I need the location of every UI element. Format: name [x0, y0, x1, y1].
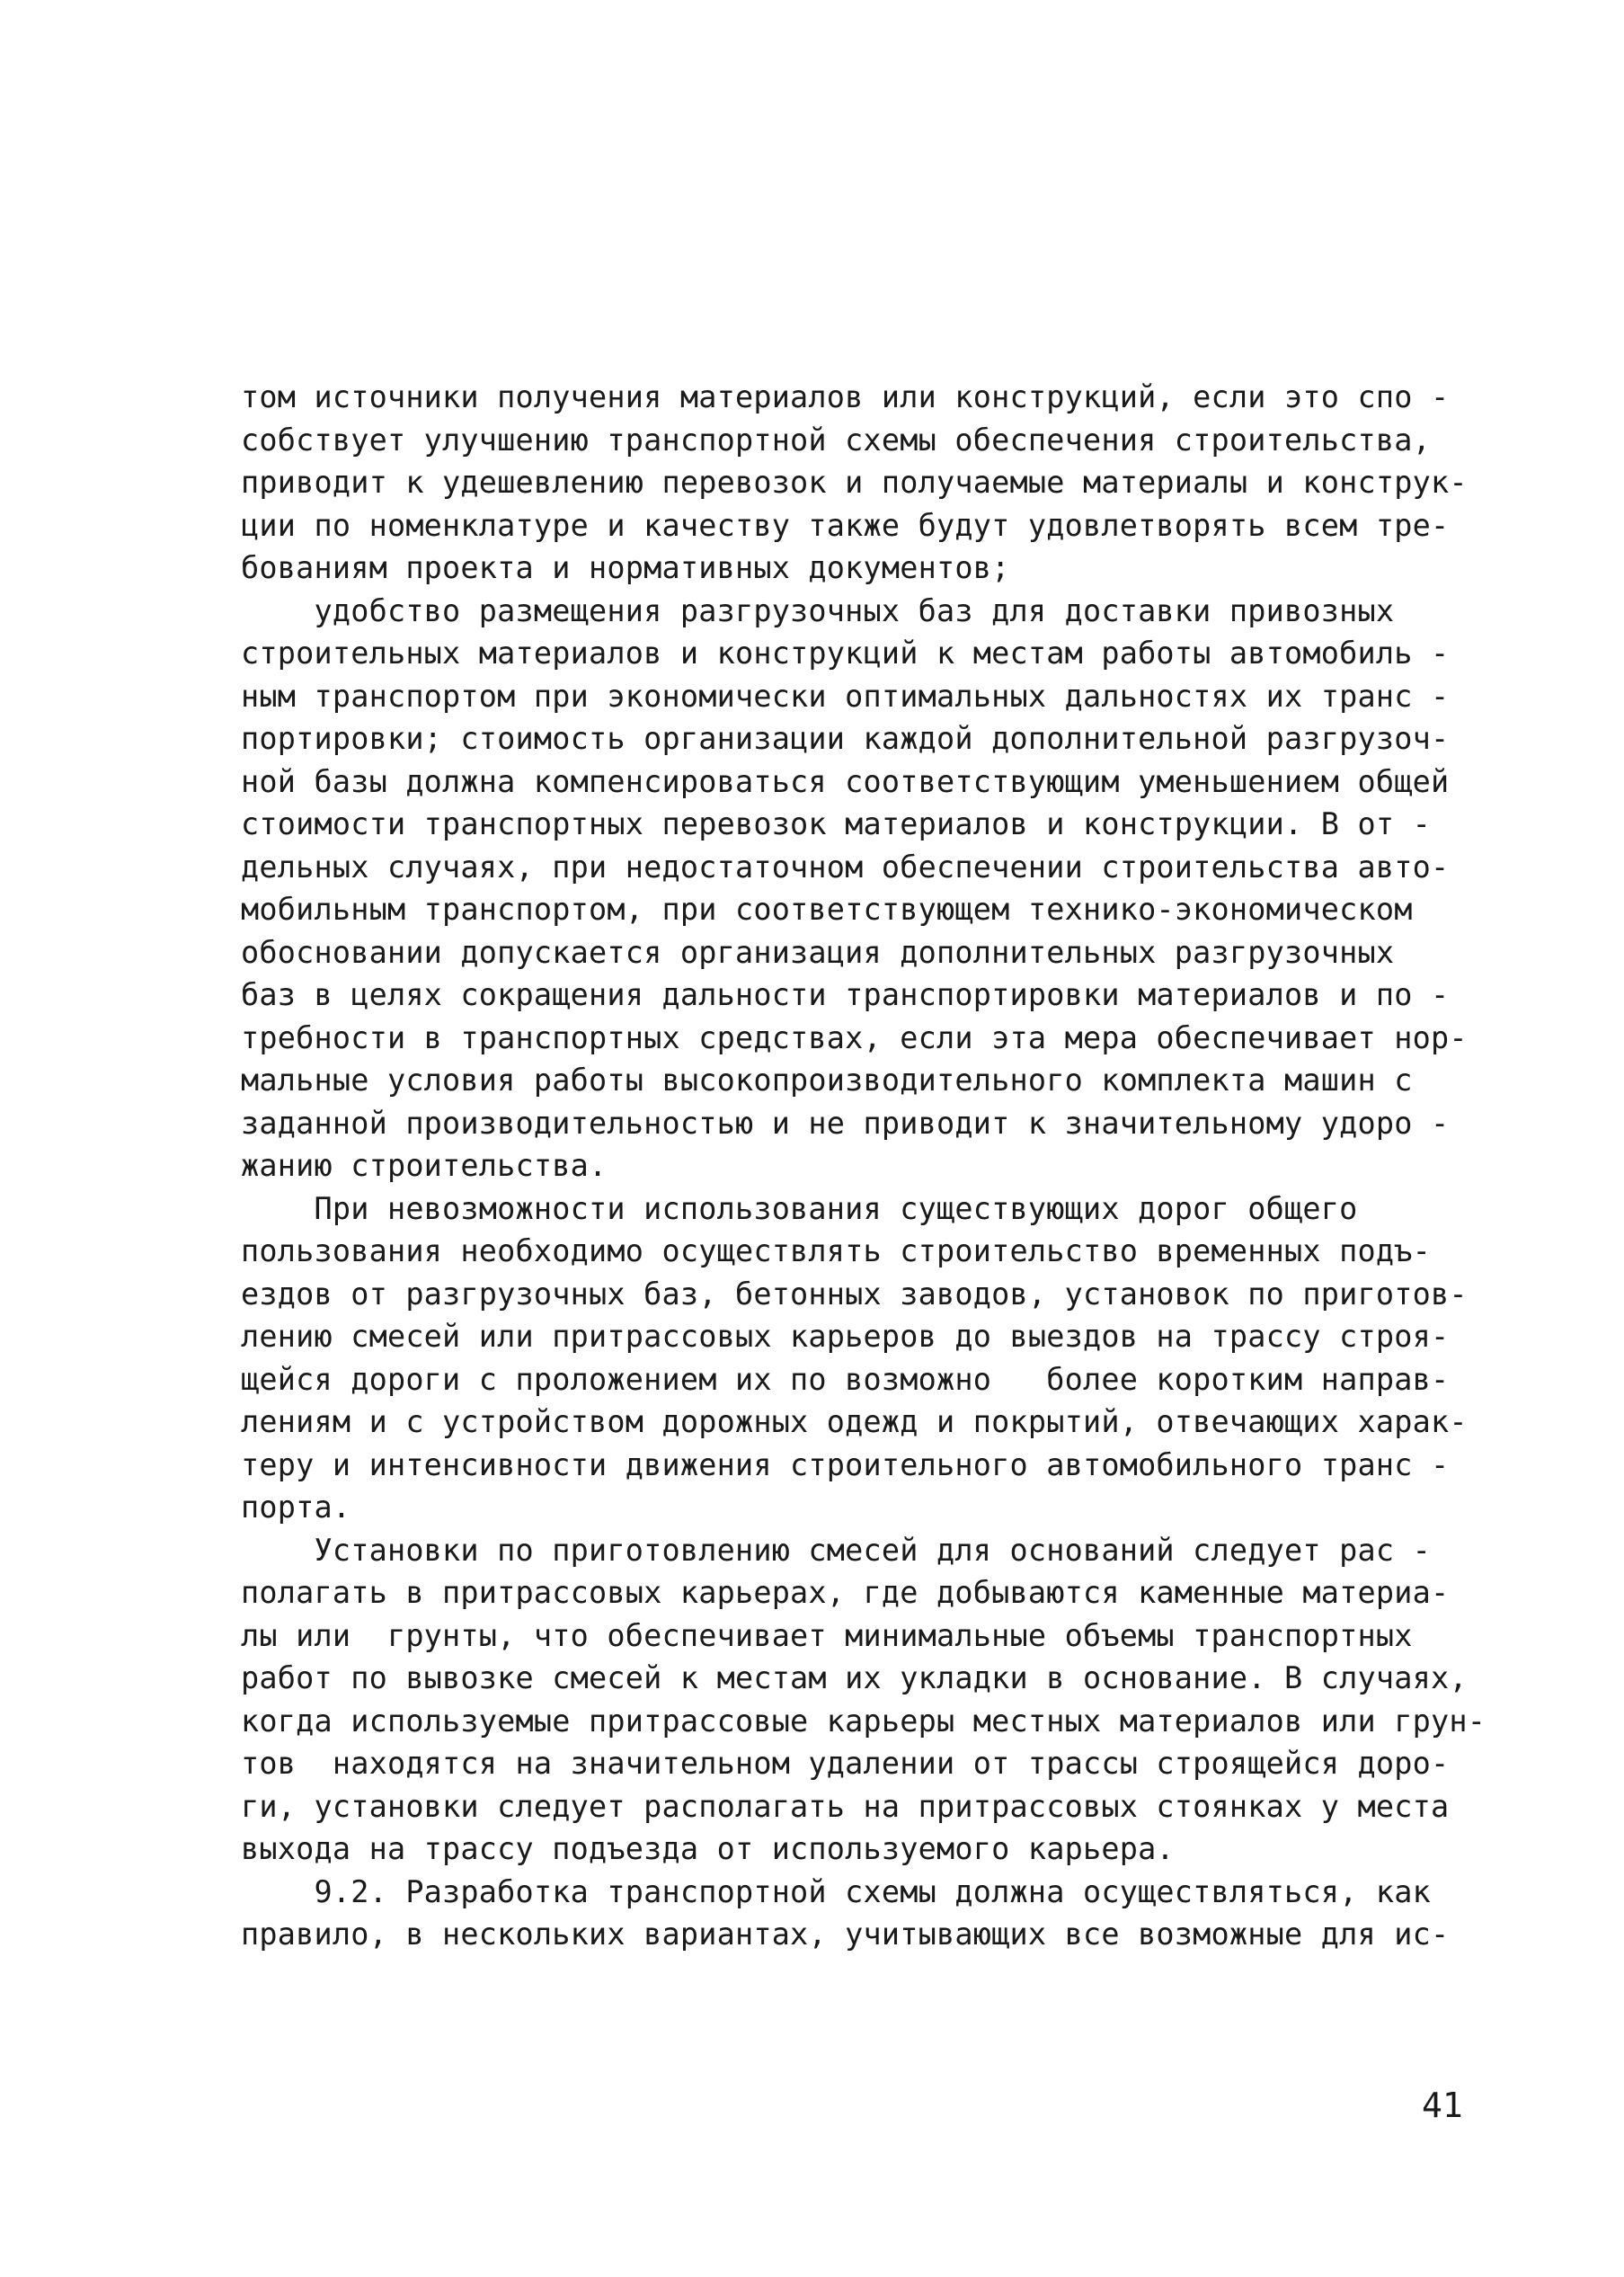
text-line: когда используемые притрассовые карьеры местных материалов или грун- [241, 1703, 1486, 1739]
text-line: лы или грунты, что обеспечивает минимальные объемы транспортных [241, 1617, 1413, 1653]
text-line: ездов от разгрузочных баз, бетонных заводов, установок по приготов- [241, 1276, 1468, 1312]
text-line: При невозможности использования существующих дорог общего [241, 1190, 1358, 1226]
text-line: теру и интенсивности движения строительного автомобильного транс - [241, 1446, 1450, 1482]
text-line: заданной производительностью и не приводит к значительному удоро - [241, 1105, 1450, 1141]
text-line: том источники получения материалов или конструкций, если это спо - [241, 379, 1450, 414]
text-line: ным транспортом при экономически оптимальных дальностях их транс - [241, 678, 1450, 714]
text-line: выхода на трассу подъезда от используемого карьера. [241, 1831, 1175, 1866]
text-line: тов находятся на значительном удалении от трассы строящейся доро- [241, 1746, 1450, 1781]
text-line: мальные условия работы высокопроизводительного комплекта машин с [241, 1063, 1413, 1098]
text-line: приводит к удешевлению перевозок и получаемые материалы и конструк- [241, 465, 1468, 500]
page-number: 41 [1422, 2086, 1463, 2125]
text-line: баз в целях сокращения дальности транспортировки материалов и по - [241, 977, 1450, 1012]
text-line: Установки по приготовлению смесей для оснований следует рас - [241, 1532, 1431, 1568]
text-line: пользования необходимо осуществлять строительство временных подъ- [241, 1233, 1431, 1268]
text-line: обосновании допускается организация дополнительных разгрузочных [241, 934, 1395, 970]
text-line: бованиям проекта и нормативных документов; [241, 550, 1010, 585]
text-line: удобство размещения разгрузочных баз для доставки привозных [241, 592, 1395, 628]
text-line: полагать в притрассовых карьерах, где добываются каменные материа- [241, 1575, 1450, 1610]
text-line: жанию строительства. [241, 1148, 608, 1183]
text-line: порта. [241, 1490, 351, 1525]
text-line: щейся дороги с проложением их по возможно более коротким направ- [241, 1361, 1450, 1397]
text-line: мобильным транспортом, при соответствующем технико-экономическом [241, 892, 1413, 927]
text-line: 9.2. Разработка транспортной схемы должна осуществляться, как [241, 1873, 1431, 1909]
text-line: стоимости транспортных перевозок материалов и конструкции. В от - [241, 806, 1431, 841]
text-line: лениям и с устройством дорожных одежд и покрытий, отвечающих харак- [241, 1404, 1468, 1439]
text-line: правило, в нескольких вариантах, учитывающих все возможные для ис- [241, 1917, 1450, 1952]
text-line: лению смесей или притрассовых карьеров до выездов на трассу строя- [241, 1319, 1450, 1354]
text-line: ной базы должна компенсироваться соответствующим уменьшением общей [241, 763, 1450, 799]
text-line: строительных материалов и конструкций к местам работы автомобиль - [241, 636, 1450, 671]
text-line: ции по номенклатуре и качеству также будут удовлетворять всем тре- [241, 507, 1450, 543]
body-text [241, 376, 1517, 1956]
text-line: требности в транспортных средствах, если эта мера обеспечивает нор- [241, 1019, 1468, 1055]
text-line: работ по вывозке смесей к местам их укладки в основание. В случаях, [241, 1660, 1468, 1695]
text-line: собствует улучшению транспортной схемы обеспечения строительства, [241, 422, 1431, 458]
text-line: дельных случаях, при недостаточном обеспечении строительства авто- [241, 849, 1450, 885]
text-line: ги, установки следует располагать на притрассовых стоянках у места [241, 1788, 1450, 1824]
text-line: портировки; стоимость организации каждой дополнительной разгрузоч- [241, 721, 1450, 756]
